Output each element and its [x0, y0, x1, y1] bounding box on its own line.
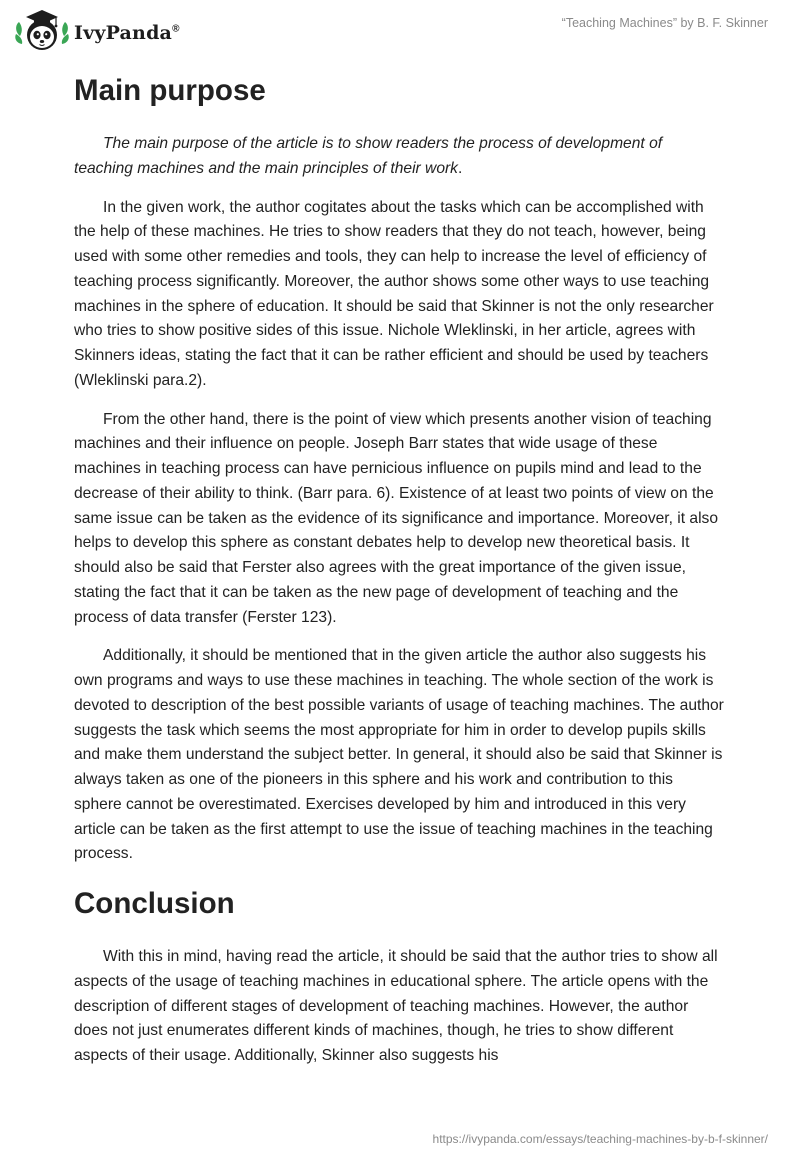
page-header: [0, 0, 800, 60]
panda-graduate-icon: [14, 8, 70, 54]
registered-mark: ®: [172, 23, 180, 35]
ivypanda-logo[interactable]: [14, 8, 180, 54]
lead-italic-text: The main purpose of the article is to show readers the process of development of teaching machines and the main principles of their work: [74, 135, 663, 177]
document-title: “Teaching Machines” by B. F. Skinner: [561, 16, 768, 30]
paragraph: From the other hand, there is the point of view which presents another vision of teaching machines and their influence on people. Joseph Barr states that wide usage of these machines in teaching process can have pernicious influence on pupils mind and lead to the decrease of their ability to think. (Barr para. 6). Existence of at least two points of view on the same issue can be taken as the evidence of its significance and importance. Moreover, it also helps to develop this sphere as constant debates help to develop new theoretical basis. It should also be said that Ferster also agrees with the great importance of the given issue, stating the fact that it can be taken as the new page of development of teaching and the process of data transfer (Ferster 123).: [74, 410, 719, 626]
section-heading-conclusion: Conclusion: [74, 887, 235, 920]
paragraph: With this in mind, having read the article, it should be said that the author tries to show all aspects of the usage of teaching machines in educational sphere. The article opens with the description of different stages of development of teaching machines. However, the author does not just enumerates different kinds of machines, though, he tries to show different aspects of their usage. Additionally, Skinner also suggests his: [74, 948, 718, 1064]
paragraph: Additionally, it should be mentioned that in the given article the author also suggests his own programs and ways to use these machines in teaching. The whole section of the work is devoted to description of the best possible variants of usage of teaching machines. The author suggests the task which seems the most appropriate for him in order to develop pupils skills and make them understand the subject better. In general, it should also be said that Skinner is always taken as one of the pioneers in this sphere and his work and contribution to this sphere cannot be overestimated. Exercises developed by him and introduced in this very article can be taken as the first attempt to use the issue of teaching machines in the teaching process.: [74, 647, 724, 863]
source-url-link[interactable]: https://ivypanda.com/essays/teaching-machines-by-b-f-skinner/: [432, 1132, 768, 1146]
logo-text: IvyPanda®: [74, 22, 180, 44]
essay-content: [74, 66, 724, 1069]
lead-paragraph: [74, 132, 724, 182]
lead-end-punctuation: .: [457, 159, 463, 177]
section-heading-main-purpose: Main purpose: [74, 74, 266, 107]
paragraph: In the given work, the author cogitates about the tasks which can be accomplished with the help of these machines. He tries to show readers that they do not teach, however, being used with some other remedies and tools, they can help to increase the level of efficiency of teaching process significantly. Moreover, the author shows some other ways to use teaching machines in the sphere of education. It should be said that Skinner is not the only researcher who tries to show positive sides of this issue. Nichole Wleklinski, in her article, agrees with Skinners ideas, stating the fact that it can be rather efficient and should be used by teachers (Wleklinski para.2).: [74, 198, 714, 389]
